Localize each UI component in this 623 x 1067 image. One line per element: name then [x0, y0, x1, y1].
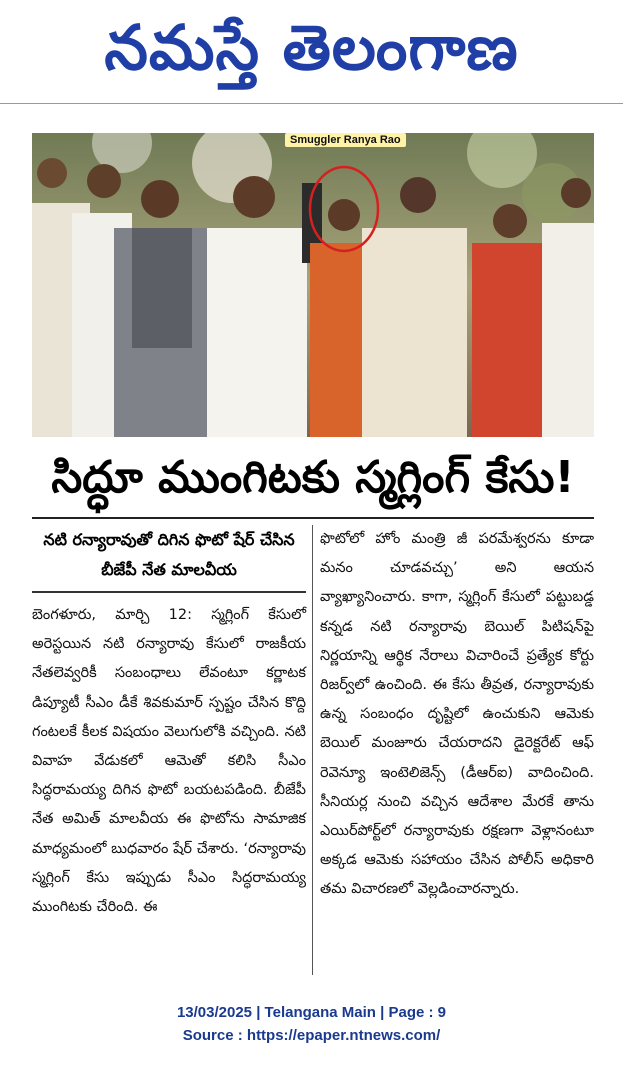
photo-illustration — [32, 133, 594, 437]
column-divider — [312, 525, 313, 975]
article-body-right: ఫొటోలో హోం మంత్రి జీ పరమేశ్వరను కూడా మనం చూడవచ్చు’ అని ఆయన వ్యాఖ్యానించారు. కాగా, స్మగ్లింగ్ కేసులో పట్టుబడ్డ కన్నడ నటి రన్యారావు బెయిల్ పిటిషన్‌పై నిర్ణయాన్ని ఆర్థిక నేరాలు విచారించే ప్రత్యేక కోర్టు రిజర్వ్‌లో ఉంచింది. ఈ కేసు తీవ్రత, రన్యారావుకు ఉన్న సంబంధం దృష్టిలో ఉంచుకుని ఆమెకు బెయిల్ మంజూరు చేయరాదని డైరెక్టరేట్ ఆఫ్ రెవెన్యూ ఇంటెలిజెన్స్ (డీఆర్ఐ) వాదించింది. సీనియర్ల నుంచి వచ్చిన ఆదేశాల మేరకే తాను ఎయిర్‌పోర్ట్‌లో రన్యారావుకు రక్షణగా వెళ్లానంటూ అక్కడ ఆమెకు సహాయం చేసిన పోలీస్ అధికారి తమ విచారణలో వెల్లడించారన్నారు. — [320, 531, 594, 898]
article-right-column — [320, 525, 594, 905]
masthead — [0, 0, 623, 100]
newspaper-logo: నమస్తే తెలంగాణ — [104, 11, 519, 84]
article-body-left: బెంగళూరు, మార్చి 12: స్మగ్లింగ్ కేసులో అరెస్టయిన నటి రన్యారావు కేసులో రాజకీయ నేతలెవ్వరికీ సంబంధాలు లేవంటూ కర్ణాటక డిప్యూటీ సీఎం డీకే శివకుమార్ స్పష్టం చేసిన కొద్ది గంటలకే కీలక విషయం వెలుగులోకి వచ్చింది. నటి వివాహ వేడుకలో ఆమెతో కలిసి సీఎం సిద్ధరామయ్య దిగిన ఫొటో బయటపడింది. బీజేపీ నేత అమిత్ మాలవీయ ఈ ఫొటోను సామాజిక మాధ్యమంలో బుధవారం షేర్ చేశారు. ‘రన్యారావు స్మగ్లింగ్ కేసు ఇప్పుడు సీఎం సిద్ధరామయ్య ముంగిటకు చేరింది. ఈ — [32, 607, 306, 916]
article-subheadline: నటి రన్యారావుతో దిగిన ఫొటో షేర్ చేసిన బీజేపీ నేత మాలవీయ — [32, 525, 306, 593]
article-headline: సిద్ధూ ముంగిటకు స్మగ్లింగ్ కేసు! — [51, 452, 575, 503]
article-left-column — [32, 525, 306, 922]
footer-source: Source : https://epaper.ntnews.com/ — [182, 1027, 441, 1044]
news-photo — [32, 133, 594, 437]
footer-date-page: 13/03/2025 | Telangana Main | Page : 9 — [176, 1004, 447, 1021]
masthead-divider — [0, 103, 623, 104]
headline-divider — [32, 517, 594, 519]
photo-caption-tag: Smuggler Ranya Rao — [285, 133, 406, 147]
news-clipping — [32, 133, 594, 983]
